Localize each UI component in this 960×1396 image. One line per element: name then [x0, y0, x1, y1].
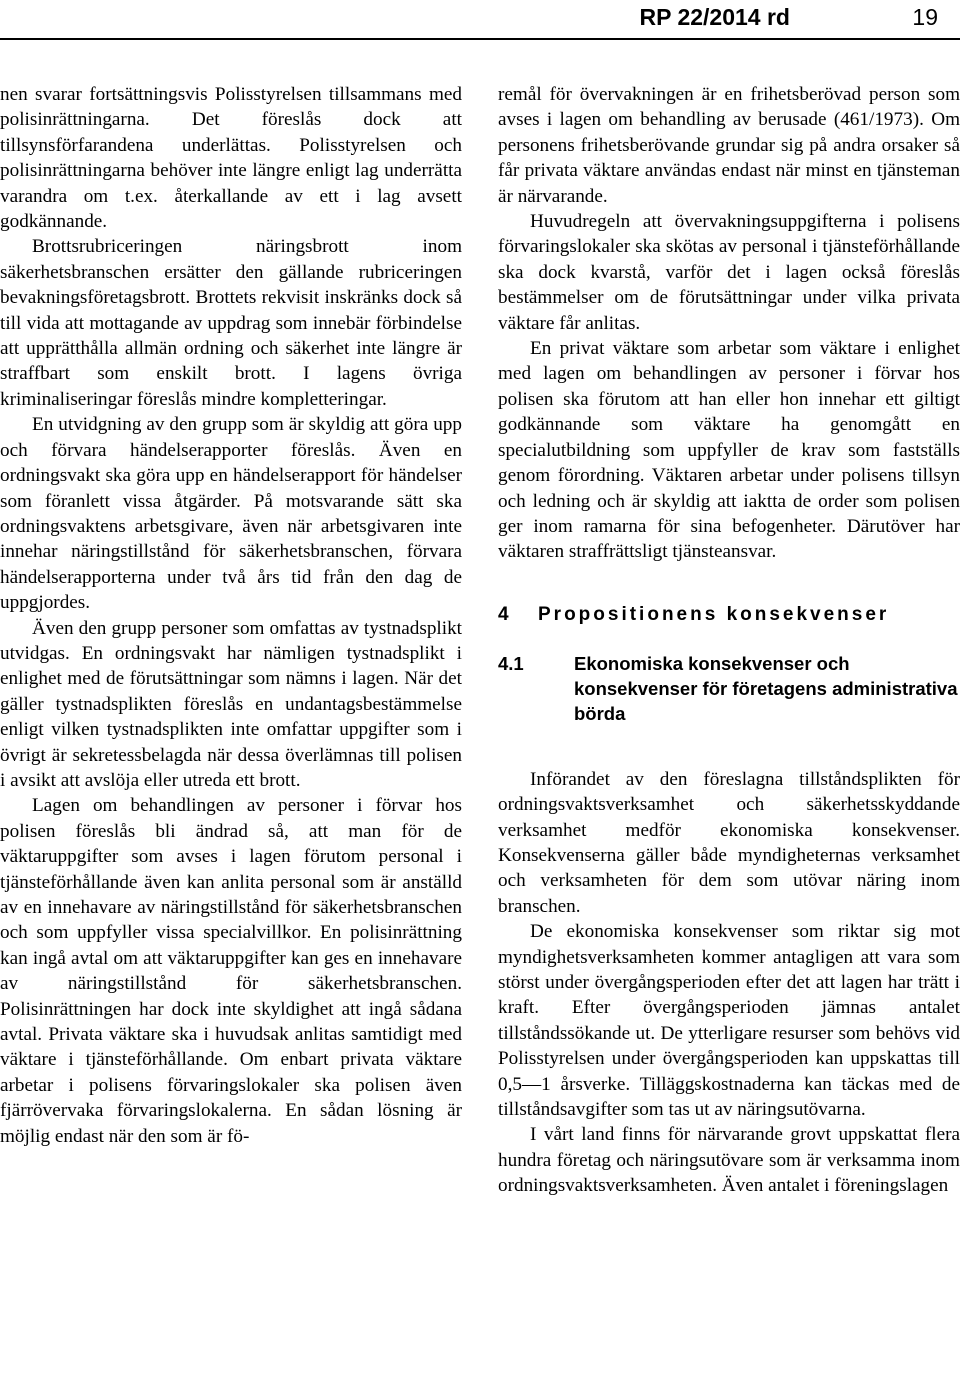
- section-title: Propositionens konsekvenser: [538, 603, 890, 625]
- paragraph: Brottsrubriceringen näringsbrott inom säkerhetsbranschen ersätter den gällande rubriceringen bevakningsföretagsbrott. Brottets rekvisit inskränks dock så till vida att mottagande av uppdrag som innebär förbindelse att upprätthålla allmän ordning och säkerhet inte längre är straffbart som enskilt brott. I lagens övriga kriminaliseringar föreslås mindre kompletteringar.: [0, 236, 462, 410]
- header-rule: [0, 38, 960, 40]
- subsection-title: Ekonomiska konsekvenser och konsekvenser för företagens administrativa börda: [574, 652, 958, 724]
- page-number: 19: [912, 4, 938, 30]
- paragraph: Lagen om behandlingen av personer i förvar hos polisen föreslås bli ändrad så, att man för de väktaruppgifter som avses i lagen förutom personal i tjänsteförhållande även kan anlita personal som är anställd av en innehavare av näringstillstånd för säkerhetsbranschen och som uppfyller vissa specialvillkor. En polisinrättning kan ingå avtal om att väktaruppgifter kan ges en innehavare av näringstillstånd för säkerhetsbranschen. Polisinrättningen har dock inte skyldighet att ingå sådana avtal. Privata väktare ska i huvudsak anlitas samtidigt med väktare i tjänsteförhållande. Om enbart privata väktare arbetar i polisens förvaringslokaler ska polisen även fjärrövervaka förvaringslokalerna. En sådan lösning är möjlig endast när den som är fö-: [0, 795, 462, 1147]
- right-column: [498, 82, 960, 1199]
- subsection-number: 4.1: [498, 652, 524, 674]
- paragraph: En privat väktare som arbetar som väktare i enlighet med lagen om behandlingen av personer i förvar hos polisen ska förutom att han eller hon innehar ett giltigt godkännande som väktare ha genomgått en specialutbildning som uppfyller de krav som fastställs genom förordning. Väktaren arbetar under polisens tillsyn och ledning och är skyldig att iaktta de order som polisen ger inom ramarna för sina befogenheter. Därutöver har väktaren straffrättsligt tjänsteansvar.: [498, 338, 960, 563]
- page-header: [0, 0, 960, 40]
- subsection-heading: [498, 651, 960, 726]
- paragraph: Huvudregeln att övervakningsuppgifterna i polisens förvaringslokaler ska skötas av personal i tjänsteförhållande ska dock kvarstå, varför det i lagen också föreslås bestämmelser om de förutsättningar under vilka privata väktare får anlitas.: [498, 211, 960, 334]
- section-number: 4: [498, 603, 512, 625]
- paragraph: En utvidgning av den grupp som är skyldig att göra upp och förvara händelserapporter föreslås. Även en ordningsvakt ska göra upp en händelserapport för händelser som föranlett vissa åtgärder. På motsvarande sätt ska ordningsvaktens arbetsgivare, även när arbetsgivaren inte innehar näringstillstånd för säkerhetsbranschen, förvara händelserapporterna under två års tid från den dag de uppgjordes.: [0, 414, 462, 614]
- paragraph: Även den grupp personer som omfattas av tystnadsplikt utvidgas. En ordningsvakt har nämligen tystnadsplikt i enlighet med de förutsättningar som nämns i lagen. När det gäller tystnadsplikten föreslås en undantagsbestämmelse enligt vilken tystnadsplikten inte omfattar uppgifter som i övrigt är sekretessbelagda när dessa överlämnas till polisen i avsikt att avslöja eller utreda ett brott.: [0, 617, 462, 791]
- paragraph: De ekonomiska konsekvenser som riktar sig mot myndighetsverksamheten kommer antagligen att vara som störst under övergångsperioden efter det att lagen har trätt i kraft. Efter övergångsperioden jämnas antalet tillståndssökande ut. De ytterligare resurser som behövs vid Polisstyrelsen under övergångsperioden kan uppskattas till 0,5—1 årsverke. Tilläggskostnaderna kan täckas med de tillståndsavgifter som tas ut av näringsutövarna.: [498, 921, 960, 1120]
- document-id: RP 22/2014 rd: [639, 4, 790, 30]
- paragraph: nen svarar fortsättningsvis Polisstyrelsen tillsammans med polisinrättningarna. Det föreslås dock att tillsynsförfarandena underlättas. Polisstyrelsen och polisinrättningarna behöver inte längre enligt lag underrätta varandra om t.ex. återkallande av ett i lag avsett godkännande.: [0, 84, 462, 233]
- paragraph: remål för övervakningen är en frihetsberövad person som avses i lagen om behandling av berusade (461/1973). Om personens frihetsberövande grundar sig på andra orsaker så får privata väktare användas endast när minst en tjänsteman är närvarande.: [498, 84, 960, 207]
- section-heading: [498, 602, 960, 627]
- left-column: [0, 82, 462, 1149]
- paragraph: Införandet av den föreslagna tillståndsplikten för ordningsvaktsverksamhet och säkerhetsskyddande verksamhet medför ekonomiska konsekvenser. Konsekvenserna gäller både myndigheternas verksamhet och verksamheten för dem som utövar näring inom branschen.: [498, 768, 960, 917]
- paragraph: I vårt land finns för närvarande grovt uppskattat flera hundra företag och näringsutövare som är verksamma inom ordningsvaktsverksamheten. Även antalet i föreningslagen: [498, 1124, 960, 1197]
